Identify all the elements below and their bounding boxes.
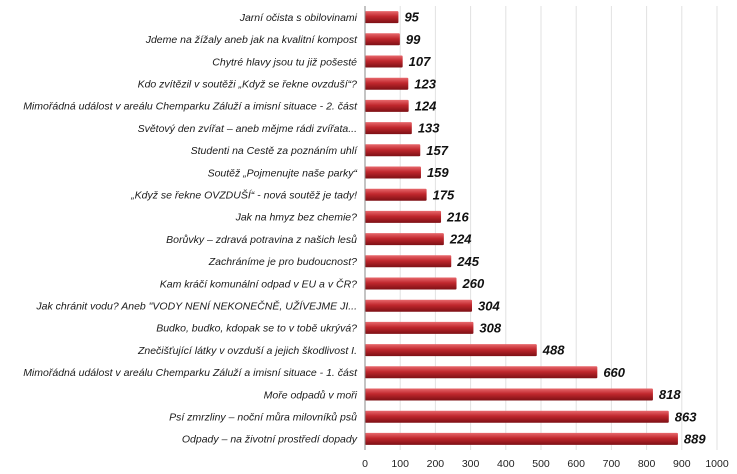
bar	[365, 11, 398, 23]
category-label: Kam kráčí komunální odpad v EU a v ČR?	[159, 278, 357, 291]
x-tick-label: 400	[497, 458, 515, 470]
value-label: 133	[417, 120, 440, 136]
category-label: Chytré hlavy jsou tu již pošesté	[212, 56, 357, 69]
value-label: 818	[658, 387, 681, 403]
category-label: Moře odpadů v moři	[263, 389, 357, 402]
value-label: 95	[404, 9, 419, 25]
bars	[365, 11, 678, 445]
value-label: 123	[414, 76, 436, 92]
x-tick-label: 500	[532, 458, 550, 470]
value-label: 660	[603, 364, 626, 380]
value-labels	[404, 10, 706, 447]
bar	[365, 278, 457, 290]
x-tick-label: 1000	[705, 458, 729, 470]
bar	[365, 411, 669, 423]
x-tick-label: 300	[461, 458, 480, 470]
value-label: 124	[414, 98, 437, 114]
bar	[365, 167, 421, 179]
bar	[365, 255, 451, 267]
category-label: Soutěž „Pojmenujte naše parky“	[207, 167, 357, 180]
bar	[365, 433, 678, 445]
value-label: 175	[432, 187, 455, 203]
value-label: 159	[426, 165, 449, 181]
value-label: 224	[449, 231, 472, 247]
bar	[365, 78, 408, 90]
value-label: 488	[542, 342, 565, 358]
value-label: 107	[408, 54, 431, 70]
category-label: Světový den zvířat – aneb mějme rádi zvířata...	[137, 122, 357, 135]
value-label: 308	[479, 320, 502, 336]
x-tick-label: 200	[426, 458, 445, 470]
x-tick-label: 100	[391, 458, 409, 470]
category-label: Jak chránit vodu? Aneb "VODY NENÍ NEKONEČNĚ, UŽÍVEJME JI...	[36, 300, 357, 313]
category-label: Studenti na Cestě za poznáním uhlí	[190, 145, 357, 158]
value-label: 157	[426, 142, 448, 158]
category-label: Kdo zvítězil v soutěži „Když se řekne ovzduší“?	[137, 78, 357, 91]
value-label: 863	[674, 409, 697, 425]
category-label: Borůvky – zdravá potravina z našich lesů	[166, 233, 357, 246]
bar	[365, 144, 420, 156]
category-label: Odpady – na životní prostředí dopady	[181, 433, 357, 446]
value-label: 216	[447, 209, 469, 225]
category-label: Budko, budko, kdopak se to v tobě ukrývá?	[156, 322, 357, 335]
bar	[365, 189, 427, 201]
x-tick-label: 600	[567, 458, 585, 470]
category-label: Mimořádná událost v areálu Chemparku Záluží a imisní situace - 1. část	[23, 367, 357, 380]
value-label: 245	[457, 253, 479, 269]
category-label: Jdeme na žížaly aneb jak na kvalitní kompost	[145, 34, 357, 47]
value-label: 304	[478, 298, 500, 314]
value-label: 99	[405, 31, 421, 47]
category-label: Psí zmrzliny – noční můra milovníků psů	[169, 411, 357, 424]
category-label: Znečišťující látky v ovzduší a jejich škodlivost I.	[137, 344, 357, 357]
bar	[365, 33, 400, 45]
value-label: 889	[683, 431, 706, 447]
bar	[365, 211, 441, 223]
bar	[365, 233, 444, 245]
x-axis-tick-labels	[362, 458, 729, 470]
category-label: Zachráníme je pro budoucnost?	[208, 256, 357, 269]
bar	[365, 300, 472, 312]
bar	[365, 344, 537, 356]
bar	[365, 100, 409, 112]
value-label: 260	[462, 276, 485, 292]
grid-lines	[365, 6, 717, 450]
category-labels	[23, 12, 358, 446]
category-label: Mimořádná událost v areálu Chemparku Záluží a imisní situace - 2. část	[23, 100, 357, 113]
bar	[365, 122, 412, 134]
category-label: Jak na hmyz bez chemie?	[235, 211, 357, 224]
x-tick-label: 800	[637, 458, 656, 470]
bar	[365, 366, 597, 378]
x-tick-label: 900	[673, 458, 691, 470]
bar	[365, 322, 473, 334]
bar	[365, 56, 403, 68]
x-tick-label: 700	[602, 458, 621, 470]
bar	[365, 389, 653, 401]
category-label: „Když se řekne OVZDUŠÍ“ - nová soutěž je tady!	[131, 189, 357, 202]
x-tick-label: 0	[362, 458, 368, 470]
category-label: Jarní očista s obilovinami	[239, 11, 357, 24]
